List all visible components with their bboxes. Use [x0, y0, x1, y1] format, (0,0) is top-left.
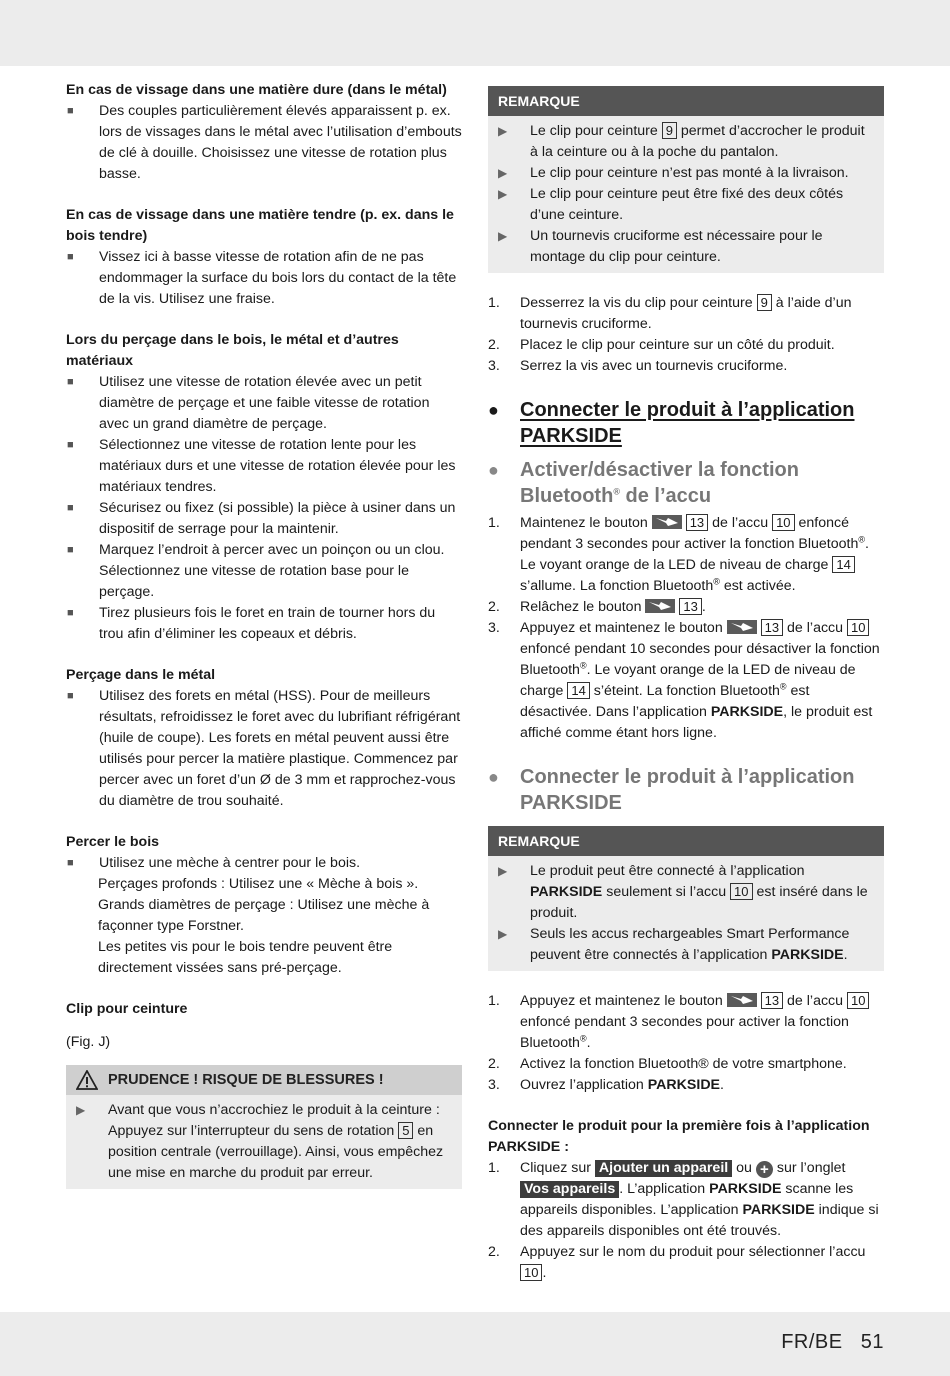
part-ref: 13: [686, 514, 708, 531]
sub-heading: ● Activer/désactiver la fonction Bluetooth® de l’accu: [488, 459, 799, 507]
part-ref: 5: [398, 1122, 413, 1139]
left-column: [66, 80, 462, 1189]
warning-box: [66, 1065, 462, 1189]
triangle-bullet-icon: ▶: [498, 187, 508, 201]
list-item: ▶ Le produit peut être connecté à l’application PARKSIDE seulement si l’accu 10 est inséré dans le produit.: [498, 861, 874, 924]
sub-heading: ● Connecter le produit à l’application PARKSIDE: [488, 766, 855, 814]
header-band: [0, 0, 950, 66]
step: 2. Placez le clip pour ceinture sur un côté du produit.: [488, 337, 835, 353]
step: 2. Appuyez sur le nom du produit pour sélectionner l’accu 10 .: [488, 1244, 866, 1281]
list-item: ■ Utilisez une vitesse de rotation élevée avec un petit diamètre de perçage et une faible vitesse de rotation avec un grand diamètre de perçage.: [66, 372, 462, 435]
warning-triangle-icon: [76, 1070, 98, 1090]
list-item: ▶ Avant que vous n’accrochiez le produit à la ceinture : Appuyez sur l’interrupteur du sens de rotation 5 en position centrale (verrouillage). Ainsi, vous empêchez une mise en marche du produit par erreur.: [76, 1100, 452, 1184]
triangle-bullet-icon: ▶: [498, 124, 508, 138]
list-item: ■ Sécurisez ou fixez (si possible) la pièce à usiner dans un dispositif de serrage pour la maintenir.: [66, 498, 462, 540]
square-bullet-icon: ■: [67, 544, 74, 556]
bluetooth-button-icon: [727, 620, 757, 634]
step: 1. Desserrez la vis du clip pour ceinture 9 à l’aide d’un tournevis cruciforme.: [488, 295, 852, 332]
list-item: ▶ Un tournevis cruciforme est nécessaire pour le montage du clip pour ceinture.: [498, 226, 874, 268]
bullet-dot-icon: ●: [488, 460, 499, 480]
step: 3. Serrez la vis avec un tournevis cruciforme.: [488, 358, 788, 374]
part-ref: 13: [761, 619, 783, 636]
step: 3. Ouvrez l’application PARKSIDE.: [488, 1077, 724, 1093]
section-heading: En cas de vissage dans une matière tendre (p. ex. dans le bois tendre): [66, 207, 454, 244]
square-bullet-icon: ■: [67, 607, 74, 619]
square-bullet-icon: ■: [67, 502, 74, 514]
step: 1. Appuyez et maintenez le bouton 13 de l’accu 10 enfoncé pendant 3 secondes pour activer la fonction Bluetooth®.: [488, 991, 884, 1054]
step: 2. Relâchez le bouton 13 .: [488, 599, 706, 615]
triangle-bullet-icon: ▶: [498, 927, 508, 941]
text-line: Grands diamètres de perçage : Utilisez une mèche à façonner type Forstner.: [98, 897, 430, 934]
square-bullet-icon: ■: [67, 376, 74, 388]
text-line: Perçages profonds : Utilisez une « Mèche à bois ».: [98, 876, 419, 892]
part-ref: 10: [772, 514, 794, 531]
note-box: [488, 826, 884, 971]
triangle-bullet-icon: ▶: [498, 166, 508, 180]
triangle-bullet-icon: ▶: [498, 229, 508, 243]
list-item: ■ Des couples particulièrement élevés apparaissent p. ex. lors de vissages dans le métal avec l’utilisation d’embouts de clé à douille. Choisissez une vitesse de rotation plus basse.: [66, 101, 462, 185]
step: 1. Cliquez sur Ajouter un appareil ou + sur l’onglet Vos appareils . L’application PARKSIDE scanne les appareils disponibles. L’application PARKSIDE indique si des appareils disponibles ont été trouvés.: [488, 1160, 879, 1239]
list-item: ■ Utilisez des forets en métal (HSS). Pour de meilleurs résultats, refroidissez le foret avec du lubrifiant réfrigérant (huile de coupe). Les forets en métal peuvent aussi être utilisés pour percer la matière plastique. Commencez par percer avec un foret d’un Ø de 3 mm et rapprochez-vous du diamètre de trou souhaité.: [66, 686, 462, 812]
note-title: REMARQUE: [488, 86, 884, 116]
text-line: Les petites vis pour le bois tendre peuvent être directement vissées sans pré-perçage.: [98, 939, 393, 976]
section-heading: Perçage dans le métal: [66, 667, 216, 683]
warning-header: [66, 1065, 462, 1095]
note-title: REMARQUE: [488, 826, 884, 856]
bluetooth-button-icon: [727, 993, 757, 1007]
section-heading: En cas de vissage dans une matière dure (dans le métal): [66, 82, 447, 98]
triangle-bullet-icon: ▶: [76, 1103, 86, 1117]
bullet-dot-icon: ●: [488, 767, 499, 787]
square-bullet-icon: ■: [67, 857, 74, 869]
triangle-bullet-icon: ▶: [498, 864, 508, 878]
list-item: ▶ Le clip pour ceinture peut être fixé des deux côtés d’une ceinture.: [498, 184, 874, 226]
part-ref: 10: [847, 619, 869, 636]
figure-reference: (Fig. J): [66, 1034, 111, 1050]
list-item: ■ Tirez plusieurs fois le foret en train de tourner hors du trou afin d’éliminer les copeaux et débris.: [66, 603, 462, 645]
plus-circle-icon: +: [756, 1161, 773, 1178]
part-ref: 10: [847, 992, 869, 1009]
square-bullet-icon: ■: [67, 690, 74, 702]
section-heading: Lors du perçage dans le bois, le métal et d’autres matériaux: [66, 332, 399, 369]
warning-title: PRUDENCE ! RISQUE DE BLESSURES !: [108, 1072, 384, 1088]
section-heading: Connecter le produit pour la première fois à l’application PARKSIDE :: [488, 1118, 870, 1155]
part-ref: 10: [520, 1264, 542, 1281]
square-bullet-icon: ■: [67, 105, 74, 117]
bluetooth-button-icon: [645, 599, 675, 613]
step: 2. Activez la fonction Bluetooth® de votre smartphone.: [488, 1056, 847, 1072]
square-bullet-icon: ■: [67, 251, 74, 263]
part-ref: 14: [832, 556, 854, 573]
step: 1. Maintenez le bouton 13 de l’accu 10 enfoncé pendant 3 secondes pour activer la fonction Bluetooth®. Le voyant orange de la LED de niveau de charge 14 s’allume. La fonction Bluetooth® est activée.: [488, 515, 869, 594]
list-item: ■ Sélectionnez une vitesse de rotation lente pour les matériaux durs et une vitesse de rotation élevée pour les matériaux tendres.: [66, 435, 462, 498]
list-item: ▶ Seuls les accus rechargeables Smart Performance peuvent être connectés à l’application PARKSIDE.: [498, 924, 874, 966]
part-ref: 9: [662, 122, 677, 139]
list-item: ■ Vissez ici à basse vitesse de rotation afin de ne pas endommager la surface du bois lors du contact de la tête de la vis. Utilisez une fraise.: [66, 247, 462, 310]
main-heading: ● Connecter le produit à l’application PARKSIDE: [488, 399, 855, 447]
part-ref: 10: [730, 883, 752, 900]
step: 3. Appuyez et maintenez le bouton 13 de l’accu 10 enfoncé pendant 10 secondes pour désactiver la fonction Bluetooth®. Le voyant orange de la LED de niveau de charge 14 s’éteint. La fonction Bluetooth® est désactivée. Dans l’application PARKSIDE, le produit est affiché comme étant hors ligne.: [488, 620, 880, 741]
square-bullet-icon: ■: [67, 439, 74, 451]
bullet-dot-icon: ●: [488, 400, 499, 420]
part-ref: 9: [757, 294, 772, 311]
page-number: FR/BE 51: [781, 1331, 884, 1353]
part-ref: 14: [567, 682, 589, 699]
note-box: [488, 86, 884, 273]
bluetooth-button-icon: [652, 515, 682, 529]
your-devices-tab-label: Vos appareils: [520, 1181, 619, 1198]
part-ref: 13: [761, 992, 783, 1009]
list-item: ▶ Le clip pour ceinture n’est pas monté à la livraison.: [498, 163, 874, 184]
list-item: ▶ Le clip pour ceinture 9 permet d’accrocher le produit à la ceinture ou à la poche du pantalon.: [498, 121, 874, 163]
list-item: ■ Marquez l’endroit à percer avec un poinçon ou un clou. Sélectionnez une vitesse de rotation base pour le perçage.: [66, 540, 462, 603]
section-heading: Clip pour ceinture: [66, 1001, 188, 1017]
section-heading: Percer le bois: [66, 834, 160, 850]
right-column: [488, 86, 884, 1284]
add-device-button-label: Ajouter un appareil: [595, 1160, 732, 1177]
part-ref: 13: [679, 598, 701, 615]
list-item: ■ Utilisez une mèche à centrer pour le bois.: [66, 853, 462, 874]
